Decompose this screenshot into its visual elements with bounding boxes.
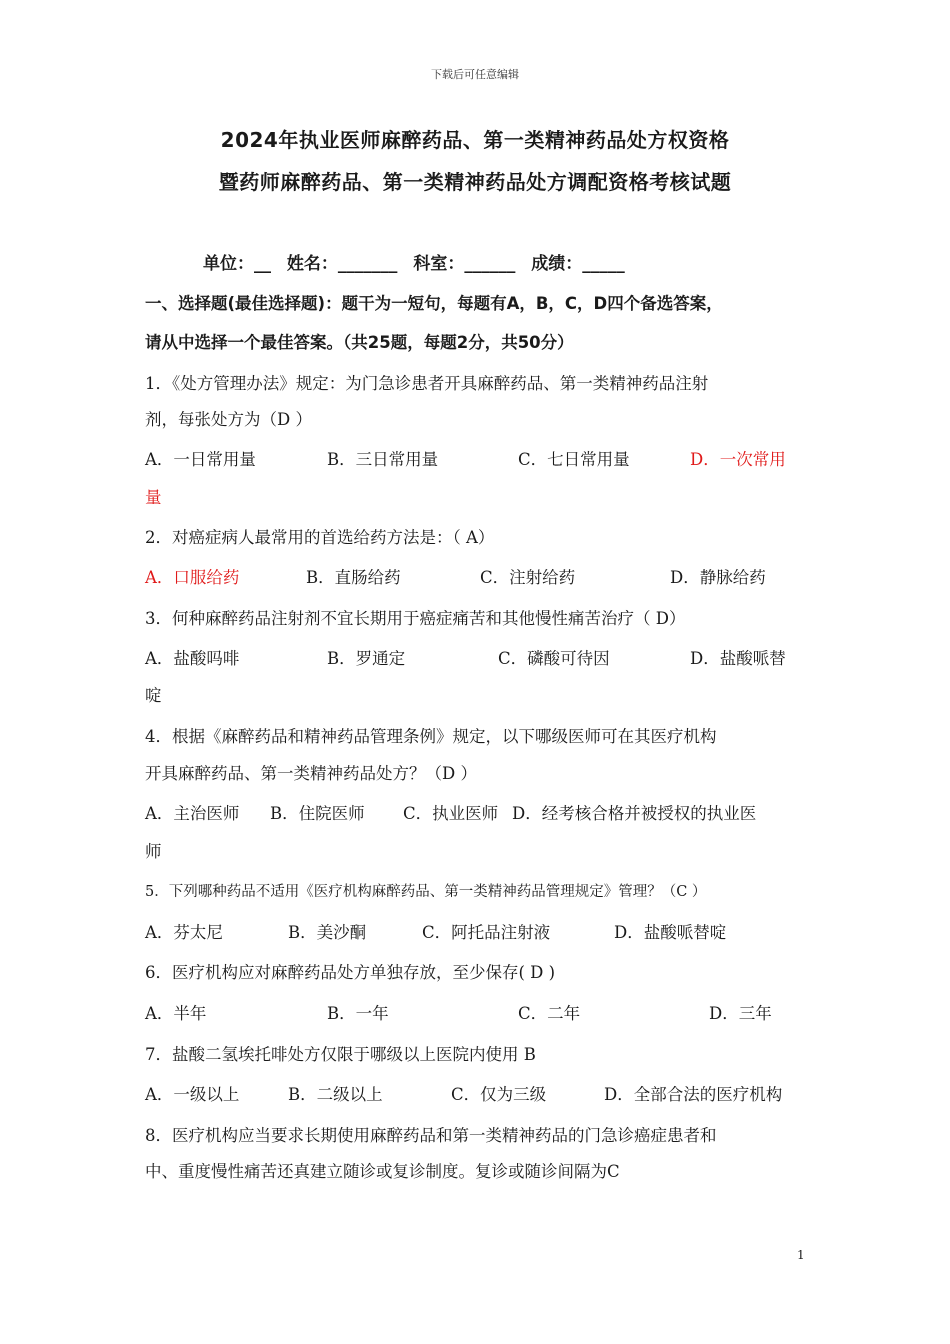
q5-option-d: D．盐酸哌替啶 bbox=[614, 923, 727, 942]
q7-option-a: A．一级以上 bbox=[145, 1085, 240, 1104]
question-8-line-1: 8．医疗机构应当要求长期使用麻醉药品和第一类精神药品的门急诊癌症患者和 bbox=[145, 1126, 717, 1145]
q2-option-d: D．静脉给药 bbox=[670, 568, 766, 587]
dept-field: 科室：______ bbox=[413, 254, 516, 274]
q4-option-c: C．执业医师 bbox=[403, 804, 499, 823]
q7-option-d: D．全部合法的医疗机构 bbox=[604, 1085, 783, 1104]
q6-option-c: C．二年 bbox=[518, 1004, 581, 1023]
q1-option-c: C．七日常用量 bbox=[518, 450, 630, 469]
q5-option-b: B．美沙酮 bbox=[288, 923, 367, 942]
unit-field: 单位：__ bbox=[203, 254, 271, 274]
question-4-line-2: 开具麻醉药品、第一类精神药品处方？（D ） bbox=[145, 764, 477, 783]
question-3-line-1: 3．何种麻醉药品注射剂不宜长期用于癌症痛苦和其他慢性痛苦治疗（ D） bbox=[145, 609, 686, 628]
info-row bbox=[203, 249, 635, 274]
question-5-line-1: 5．下列哪种药品不适用《医疗机构麻醉药品、第一类精神药品管理规定》管理？（C ） bbox=[145, 884, 707, 900]
q3-option-a: A．盐酸吗啡 bbox=[145, 649, 240, 668]
q1-option-d-wrap: 量 bbox=[145, 488, 162, 507]
q3-option-d-wrap: 啶 bbox=[145, 686, 162, 705]
q5-option-c: C．阿托品注射液 bbox=[422, 923, 551, 942]
section-heading-line-1: 一、选择题(最佳选择题)：题干为一短句，每题有A，B，C，D四个备选答案， bbox=[145, 294, 723, 313]
question-6-line-1: 6．医疗机构应对麻醉药品处方单独存放，至少保存( D ) bbox=[145, 963, 556, 982]
header-note: 下载后可任意编辑 bbox=[431, 68, 519, 81]
q3-option-d: D．盐酸哌替 bbox=[690, 649, 786, 668]
q5-option-a: A．芬太尼 bbox=[145, 923, 223, 942]
q1-option-d: D．一次常用 bbox=[690, 450, 786, 469]
q2-option-b: B．直肠给药 bbox=[306, 568, 401, 587]
question-4-line-1: 4．根据《麻醉药品和精神药品管理条例》规定，以下哪级医师可在其医疗机构 bbox=[145, 727, 717, 746]
q4-option-a: A．主治医师 bbox=[145, 804, 240, 823]
title-line-2: 暨药师麻醉药品、第一类精神药品处方调配资格考核试题 bbox=[218, 170, 732, 194]
q4-option-d-wrap: 师 bbox=[145, 842, 162, 861]
q3-option-c: C．磷酸可待因 bbox=[498, 649, 610, 668]
title-line-1: 2024年执业医师麻醉药品、第一类精神药品处方权资格 bbox=[220, 128, 730, 152]
q4-option-b: B．住院医师 bbox=[270, 804, 365, 823]
question-8-line-2: 中、重度慢性痛苦还真建立随诊或复诊制度。复诊或随诊间隔为C bbox=[145, 1162, 620, 1181]
question-2-line-1: 2．对癌症病人最常用的首选给药方法是：（ A） bbox=[145, 528, 495, 547]
q6-option-a: A．半年 bbox=[145, 1004, 207, 1023]
name-field: 姓名：_______ bbox=[286, 254, 398, 274]
q1-option-b: B．三日常用量 bbox=[327, 450, 439, 469]
page-number: 1 bbox=[797, 1248, 805, 1262]
q3-option-b: B．罗通定 bbox=[327, 649, 406, 668]
q2-option-c: C．注射给药 bbox=[480, 568, 576, 587]
q2-option-a: A．口服给药 bbox=[145, 568, 240, 587]
q4-option-d: D．经考核合格并被授权的执业医 bbox=[512, 804, 757, 823]
section-heading-line-2: 请从中选择一个最佳答案。（共25题，每题2分，共50分） bbox=[145, 333, 574, 352]
question-1-line-2: 剂，每张处方为（D ） bbox=[145, 410, 312, 429]
q6-option-d: D．三年 bbox=[709, 1004, 772, 1023]
q1-option-a: A．一日常用量 bbox=[145, 450, 256, 469]
q7-option-c: C．仅为三级 bbox=[451, 1085, 547, 1104]
q7-option-b: B．二级以上 bbox=[288, 1085, 383, 1104]
question-1-line-1: 1．《处方管理办法》规定：为门急诊患者开具麻醉药品、第一类精神药品注射 bbox=[145, 374, 709, 393]
score-field: 成绩：_____ bbox=[531, 254, 625, 274]
question-7-line-1: 7．盐酸二氢埃托啡处方仅限于哪级以上医院内使用 B bbox=[145, 1045, 536, 1064]
q6-option-b: B．一年 bbox=[327, 1004, 389, 1023]
